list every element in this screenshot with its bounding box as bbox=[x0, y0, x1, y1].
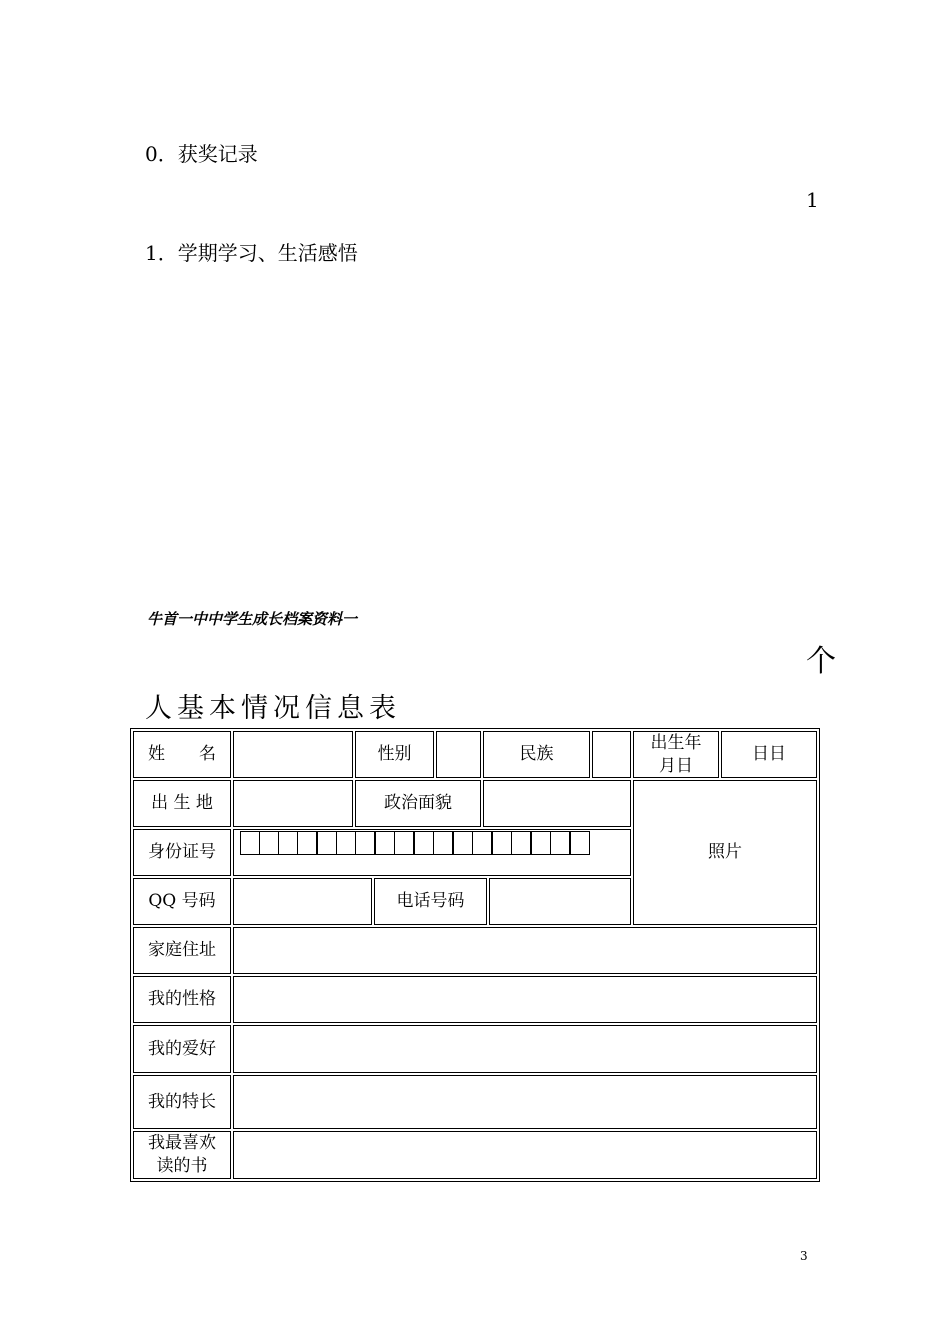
id-digit-box[interactable] bbox=[511, 831, 531, 855]
name-field[interactable] bbox=[233, 731, 353, 778]
hobby-label: 我的爱好 bbox=[133, 1025, 231, 1073]
birth-date-label-line2: 月日 bbox=[659, 755, 693, 776]
item-number: 1 bbox=[806, 188, 819, 212]
phone-field[interactable] bbox=[489, 878, 631, 925]
table-title: 人基本情况信息表 bbox=[145, 693, 401, 724]
id-digit-box[interactable] bbox=[259, 831, 279, 855]
id-digit-box[interactable] bbox=[570, 831, 590, 855]
favorite-book-field[interactable] bbox=[233, 1131, 817, 1179]
ethnicity-field[interactable] bbox=[592, 731, 631, 778]
photo-box[interactable]: 照片 bbox=[633, 780, 817, 925]
id-digit-box[interactable] bbox=[240, 831, 260, 855]
id-digit-box[interactable] bbox=[317, 831, 337, 855]
gender-label: 性别 bbox=[355, 731, 434, 778]
favorite-book-label-line1: 我最喜欢 bbox=[148, 1133, 216, 1154]
id-digit-box[interactable] bbox=[472, 831, 492, 855]
id-digit-box[interactable] bbox=[433, 831, 453, 855]
id-digit-box[interactable] bbox=[453, 831, 473, 855]
id-number-label: 身份证号 bbox=[133, 829, 231, 876]
gender-field[interactable] bbox=[436, 731, 481, 778]
hobby-field[interactable] bbox=[233, 1025, 817, 1073]
personality-label: 我的性格 bbox=[133, 976, 231, 1023]
award-record-heading: 0．获奖记录 bbox=[145, 142, 258, 166]
birth-date-label-line1: 出生年 bbox=[650, 732, 702, 753]
semester-reflection-heading: 1．学期学习、生活感悟 bbox=[145, 241, 358, 265]
id-digit-box[interactable] bbox=[550, 831, 570, 855]
id-digit-box[interactable] bbox=[278, 831, 298, 855]
title-first-char: 个 bbox=[806, 644, 836, 679]
name-label: 姓 名 bbox=[133, 731, 231, 778]
qq-label: QQ 号码 bbox=[133, 878, 231, 925]
id-digit-box[interactable] bbox=[492, 831, 512, 855]
id-digit-box[interactable] bbox=[394, 831, 414, 855]
id-digit-box[interactable] bbox=[531, 831, 551, 855]
page-number: 3 bbox=[800, 1249, 808, 1263]
address-label: 家庭住址 bbox=[133, 927, 231, 974]
birth-date-label bbox=[633, 731, 719, 778]
id-digit-box[interactable] bbox=[355, 831, 375, 855]
qq-field[interactable] bbox=[233, 878, 372, 925]
id-digit-box[interactable] bbox=[375, 831, 395, 855]
birth-date-field[interactable]: 日日 bbox=[721, 731, 817, 778]
id-digit-box[interactable] bbox=[414, 831, 434, 855]
favorite-book-label-line2: 读的书 bbox=[156, 1156, 208, 1176]
political-status-field[interactable] bbox=[483, 780, 631, 827]
document-subtitle: 牛首一中中学生成长档案资料一 bbox=[147, 610, 358, 628]
birthplace-label: 出 生 地 bbox=[133, 780, 231, 827]
personality-field[interactable] bbox=[233, 976, 817, 1023]
phone-label: 电话号码 bbox=[374, 878, 487, 925]
address-field[interactable] bbox=[233, 927, 817, 974]
id-digit-box[interactable] bbox=[336, 831, 356, 855]
specialty-label: 我的特长 bbox=[133, 1075, 231, 1129]
birthplace-field[interactable] bbox=[233, 780, 353, 827]
ethnicity-label: 民族 bbox=[483, 731, 590, 778]
political-status-label: 政治面貌 bbox=[355, 780, 481, 827]
specialty-field[interactable] bbox=[233, 1075, 817, 1129]
favorite-book-label bbox=[133, 1131, 231, 1179]
id-digit-box[interactable] bbox=[297, 831, 317, 855]
